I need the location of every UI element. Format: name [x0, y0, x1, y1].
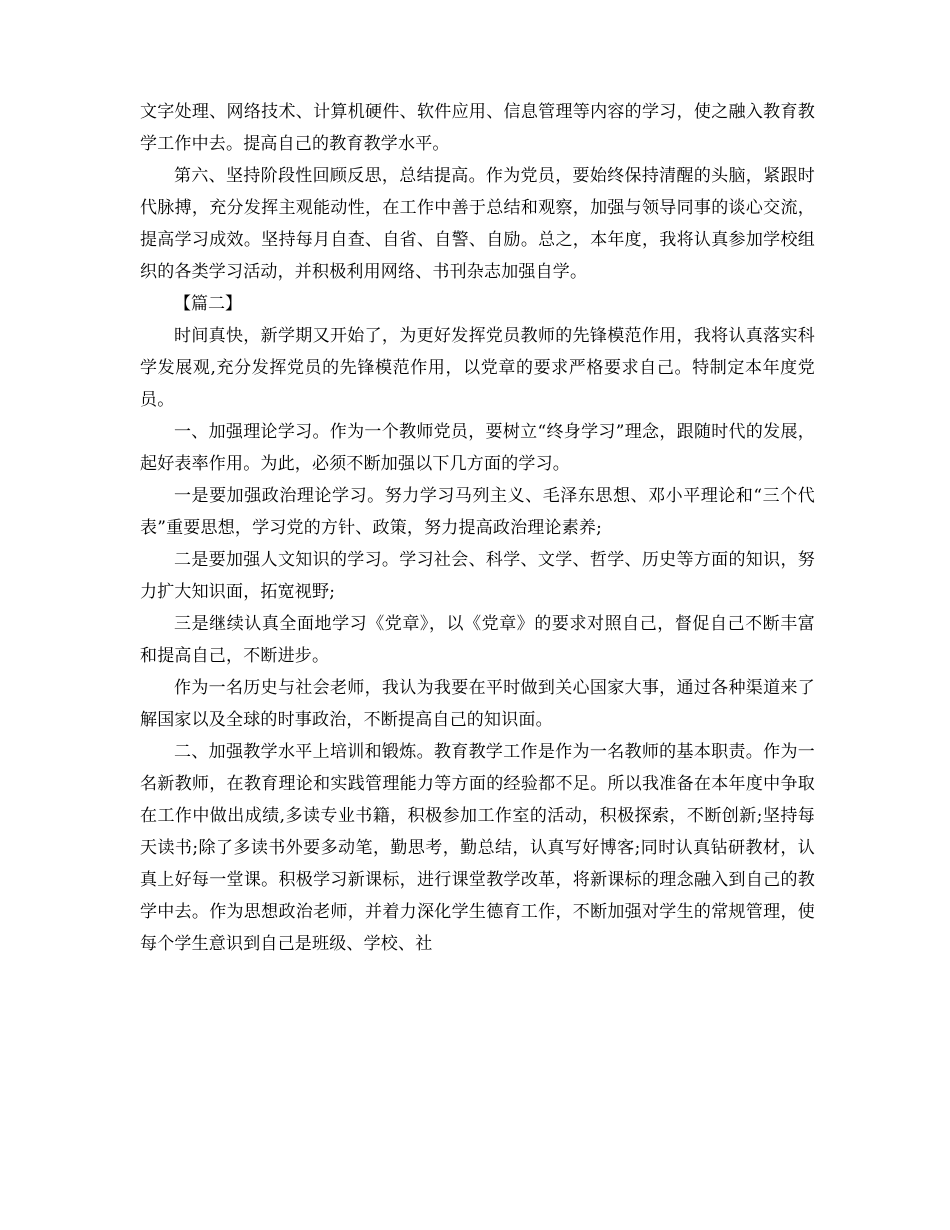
paragraph-humanities-study: 二是要加强人文知识的学习。学习社会、科学、文学、哲学、历史等方面的知识，努力扩大知识面，拓宽视野; — [140, 550, 815, 602]
paragraph-intro: 时间真快，新学期又开始了，为更好发挥党员教师的先锋模范作用，我将认真落实科学发展观,充分发挥党员的先锋模范作用，以党章的要求严格要求自己。特制定本年度党员。 — [140, 326, 815, 410]
paragraph-theory-study: 一、加强理论学习。作为一个教师党员，要树立“终身学习”理念，跟随时代的发展，起好表率作用。为此，必须不断加强以下几方面的学习。 — [140, 422, 815, 474]
paragraph-party-constitution: 三是继续认真全面地学习《党章》，以《党章》的要求对照自己，督促自己不断丰富和提高自己，不断进步。 — [140, 614, 815, 666]
paragraph-teaching-training: 二、加强教学水平上培训和锻炼。教育教学工作是作为一名教师的基本职责。作为一名新教师，在教育理论和实践管理能力等方面的经验都不足。所以我准备在本年度中争取在工作中做出成绩,多读专业书籍，积极参加工作室的活动，积极探索，不断创新;坚持每天读书;除了多读书外要多动笔，勤思考，勤总结，认真写好博客;同时认真钻研教材，认真上好每一堂课。积极学习新课标，进行课堂教学改革，将新课标的理念融入到自己的教学中去。作为思想政治老师，并着力深化学生德育工作，不断加强对学生的常规管理，使每个学生意识到自己是班级、学校、社 — [140, 742, 815, 954]
section-heading: 【篇二】 — [174, 294, 242, 314]
paragraph-history-teacher: 作为一名历史与社会老师，我认为我要在平时做到关心国家大事，通过各种渠道来了解国家以及全球的时事政治，不断提高自己的知识面。 — [140, 678, 815, 730]
paragraph-political-study: 一是要加强政治理论学习。努力学习马列主义、毛泽东思想、邓小平理论和“三个代表”重要思想，学习党的方针、政策，努力提高政治理论素养; — [140, 486, 815, 538]
paragraph-sixth-point: 第六、坚持阶段性回顾反思，总结提高。作为党员，要始终保持清醒的头脑，紧跟时代脉搏，充分发挥主观能动性，在工作中善于总结和观察，加强与领导同事的谈心交流，提高学习成效。坚持每月自查、自省、自警、自励。总之，本年度，我将认真参加学校组织的各类学习活动，并积极利用网络、书刊杂志加强自学。 — [140, 166, 815, 282]
paragraph-continuation: 文字处理、网络技术、计算机硬件、软件应用、信息管理等内容的学习，使之融入教育教学工作中去。提高自己的教育教学水平。 — [140, 102, 815, 154]
document-page — [140, 96, 815, 960]
